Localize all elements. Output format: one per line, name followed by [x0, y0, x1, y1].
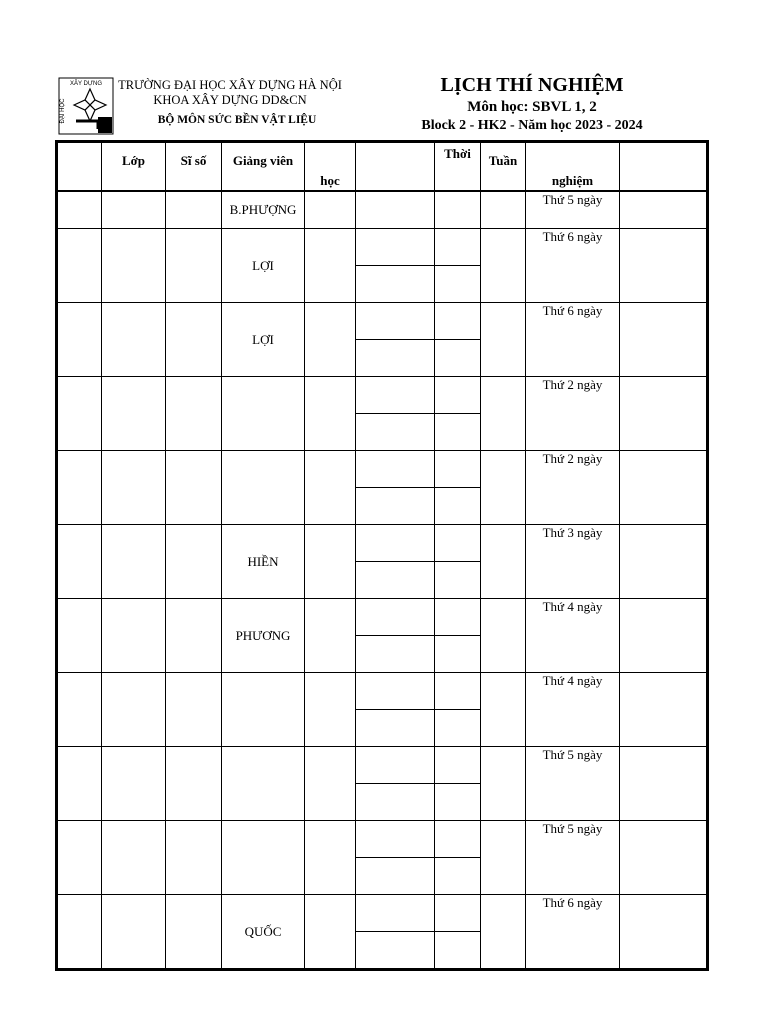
- size-cell: [166, 525, 222, 599]
- table-row: [58, 229, 707, 266]
- slot-cell-a: [356, 525, 435, 562]
- table-header-row: [58, 143, 707, 192]
- university-name: TRƯỜNG ĐẠI HỌC XÂY DỰNG HÀ NỘI: [118, 78, 342, 92]
- slot-cell-a: [356, 377, 435, 414]
- teacher-cell: [222, 821, 305, 895]
- col-header-size: Sĩ số: [166, 143, 222, 192]
- table-row: [58, 303, 707, 340]
- teacher-cell: QUỐC: [222, 895, 305, 969]
- slot-cell-b: [356, 636, 435, 673]
- note-cell: [620, 377, 707, 451]
- time-cell-a: [435, 377, 481, 414]
- week-cell: [481, 747, 526, 821]
- note-cell: [620, 747, 707, 821]
- time-cell-b: [435, 636, 481, 673]
- index-cell: [58, 525, 102, 599]
- time-cell-b: [435, 784, 481, 821]
- class-cell: [102, 821, 166, 895]
- day-cell: Thứ 2 ngày: [526, 451, 620, 525]
- week-cell: [481, 229, 526, 303]
- slot-cell-a: [356, 229, 435, 266]
- class-cell: [102, 377, 166, 451]
- size-cell: [166, 599, 222, 673]
- day-cell: Thứ 3 ngày: [526, 525, 620, 599]
- week-cell: [481, 451, 526, 525]
- table-row: [58, 525, 707, 562]
- slot-cell-b: [356, 266, 435, 303]
- slot-cell-a: [356, 821, 435, 858]
- size-cell: [166, 821, 222, 895]
- class-cell: [102, 895, 166, 969]
- day-cell: Thứ 5 ngày: [526, 821, 620, 895]
- time-cell-a: [435, 821, 481, 858]
- faculty-name: KHOA XÂY DỰNG DD&CN: [153, 93, 307, 107]
- time-cell-a: [435, 229, 481, 266]
- university-logo: [58, 77, 114, 135]
- teacher-cell: [222, 451, 305, 525]
- index-cell: [58, 599, 102, 673]
- time-cell-b: [435, 562, 481, 599]
- teacher-cell: HIỀN: [222, 525, 305, 599]
- col-header-0: [58, 143, 102, 192]
- time-cell-b: [435, 414, 481, 451]
- time-cell-b: [435, 858, 481, 895]
- time-cell-a: [435, 303, 481, 340]
- teacher-cell: [222, 673, 305, 747]
- header-left: [112, 78, 348, 128]
- table-row: [58, 191, 707, 229]
- header-right: [398, 72, 666, 135]
- time-cell-a: [435, 525, 481, 562]
- index-cell: [58, 895, 102, 969]
- block-line: Block 2 - HK2 - Năm học 2023 - 2024: [421, 118, 643, 133]
- time-cell-b: [435, 710, 481, 747]
- note-cell: [620, 599, 707, 673]
- study-cell: [305, 451, 356, 525]
- table-row: [58, 895, 707, 932]
- week-cell: [481, 821, 526, 895]
- slot-cell-a: [356, 451, 435, 488]
- day-cell: Thứ 4 ngày: [526, 673, 620, 747]
- slot-cell-b: [356, 710, 435, 747]
- study-cell: [305, 303, 356, 377]
- week-cell: [481, 895, 526, 969]
- index-cell: [58, 451, 102, 525]
- study-cell: [305, 673, 356, 747]
- day-cell: Thứ 5 ngày: [526, 191, 620, 229]
- day-cell: Thứ 6 ngày: [526, 229, 620, 303]
- class-cell: [102, 525, 166, 599]
- class-cell: [102, 451, 166, 525]
- size-cell: [166, 895, 222, 969]
- table-row: [58, 599, 707, 636]
- schedule-table: [57, 142, 707, 969]
- col-header-week: Tuần: [481, 143, 526, 192]
- day-cell: Thứ 6 ngày: [526, 303, 620, 377]
- study-cell: [305, 599, 356, 673]
- class-cell: [102, 303, 166, 377]
- table-row: [58, 451, 707, 488]
- index-cell: [58, 747, 102, 821]
- logo-text-top: XÂY DỰNG: [69, 81, 103, 87]
- table-row: [58, 673, 707, 710]
- teacher-cell: [222, 747, 305, 821]
- note-cell: [620, 895, 707, 969]
- day-cell: Thứ 5 ngày: [526, 747, 620, 821]
- teacher-cell: LỢI: [222, 229, 305, 303]
- table-row: [58, 377, 707, 414]
- index-cell: [58, 673, 102, 747]
- study-cell: [305, 895, 356, 969]
- note-cell: [620, 451, 707, 525]
- col-header-class: Lớp: [102, 143, 166, 192]
- subject-line: Môn học: SBVL 1, 2: [467, 99, 597, 115]
- page-title: LỊCH THÍ NGHIỆM: [440, 74, 624, 96]
- note-cell: [620, 229, 707, 303]
- slot-cell-b: [356, 414, 435, 451]
- department-name: BỘ MÔN SỨC BỀN VẬT LIỆU: [157, 114, 317, 126]
- study-cell: [305, 821, 356, 895]
- size-cell: [166, 747, 222, 821]
- time-cell-a: [435, 673, 481, 710]
- slot-cell-b: [356, 340, 435, 377]
- day-cell: Thứ 6 ngày: [526, 895, 620, 969]
- size-cell: [166, 377, 222, 451]
- slot-cell-a: [356, 895, 435, 932]
- note-cell: [620, 673, 707, 747]
- size-cell: [166, 303, 222, 377]
- note-cell: [620, 525, 707, 599]
- logo-text-side: ĐẠI HỌC: [60, 98, 66, 124]
- day-cell: Thứ 4 ngày: [526, 599, 620, 673]
- class-cell: [102, 599, 166, 673]
- teacher-cell: [222, 377, 305, 451]
- class-cell: [102, 229, 166, 303]
- week-cell: [481, 377, 526, 451]
- week-cell: [481, 673, 526, 747]
- note-cell: [620, 821, 707, 895]
- col-header-teacher: Giảng viên: [222, 143, 305, 192]
- note-cell: [620, 303, 707, 377]
- slot-cell-b: [356, 562, 435, 599]
- slot-cell-b: [356, 858, 435, 895]
- size-cell: [166, 673, 222, 747]
- day-cell: Thứ 2 ngày: [526, 377, 620, 451]
- slot-cell-a: [356, 303, 435, 340]
- time-cell-a: [435, 599, 481, 636]
- week-cell: [481, 525, 526, 599]
- slot-cell-a: [356, 747, 435, 784]
- time-cell-b: [435, 932, 481, 969]
- table-row: [58, 747, 707, 784]
- time-cell-a: [435, 895, 481, 932]
- teacher-cell: B.PHƯỢNG: [222, 191, 305, 229]
- class-cell: [102, 747, 166, 821]
- index-cell: [58, 377, 102, 451]
- slot-cell-a: [356, 599, 435, 636]
- index-cell: [58, 229, 102, 303]
- col-header-9: [620, 143, 707, 192]
- study-cell: [305, 229, 356, 303]
- slot-cell-b: [356, 488, 435, 525]
- slot-cell-a: [356, 673, 435, 710]
- index-cell: [58, 303, 102, 377]
- class-cell: [102, 673, 166, 747]
- time-cell-b: [435, 266, 481, 303]
- table-row: [58, 821, 707, 858]
- study-cell: [305, 377, 356, 451]
- teacher-cell: LỢI: [222, 303, 305, 377]
- size-cell: [166, 451, 222, 525]
- time-cell-b: [435, 488, 481, 525]
- col-header-study: học: [305, 143, 356, 192]
- week-cell: [481, 303, 526, 377]
- time-cell-a: [435, 451, 481, 488]
- col-header-time: Thời: [435, 143, 481, 192]
- slot-cell-b: [356, 784, 435, 821]
- week-cell: [481, 599, 526, 673]
- time-cell-b: [435, 340, 481, 377]
- size-cell: [166, 229, 222, 303]
- col-header-experiment: nghiệm: [526, 143, 620, 192]
- study-cell: [305, 747, 356, 821]
- teacher-cell: PHƯƠNG: [222, 599, 305, 673]
- index-cell: [58, 821, 102, 895]
- slot-cell-b: [356, 932, 435, 969]
- study-cell: [305, 525, 356, 599]
- col-header-5: [356, 143, 435, 192]
- time-cell-a: [435, 747, 481, 784]
